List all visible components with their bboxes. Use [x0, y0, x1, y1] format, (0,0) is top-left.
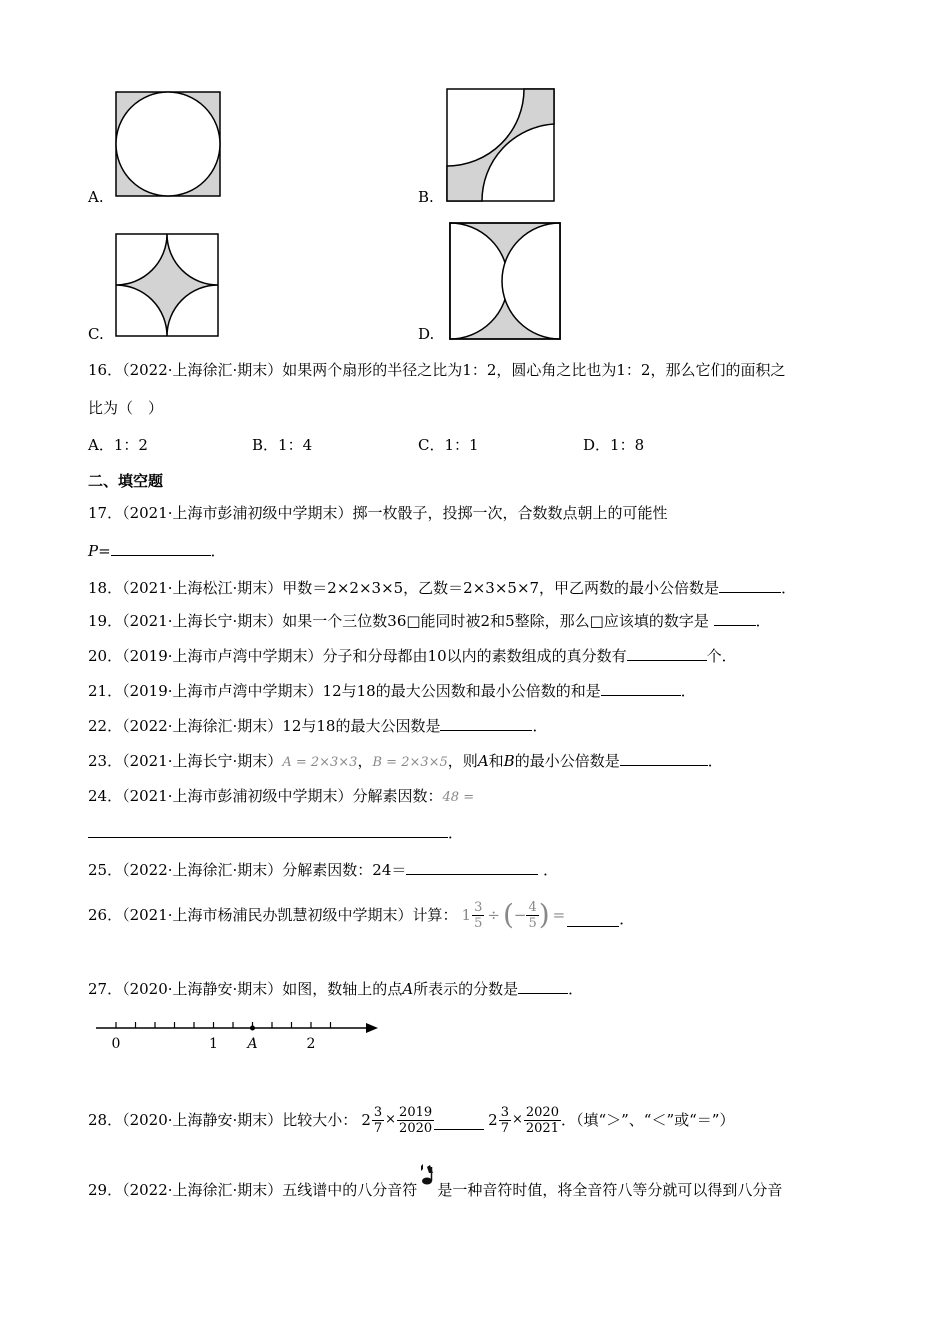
q28-left-frac: $\frac{2019}{2020}$	[399, 1104, 433, 1136]
q19-blank[interactable]	[714, 611, 756, 626]
axis-label-0: 0	[111, 1036, 121, 1052]
q22-blank[interactable]	[440, 716, 532, 731]
q21: 21．（2019·上海市卢湾中学期末）12与18的最大公因数和最小公倍数的和是 ．	[88, 682, 696, 700]
q20: 20．（2019·上海市卢湾中学期末）分子和分母都由10以内的素数组成的真分数有 个．	[88, 647, 737, 665]
q27-blank[interactable]	[518, 979, 568, 994]
q27: 27．（2020·上海静安·期末）如图，数轴上的点A所表示的分数是 ．	[88, 980, 584, 998]
q19: 19．（2021·上海长宁·期末）如果一个三位数36□能同时被2和5整除，那么□应该填的数字是 ．	[88, 612, 771, 630]
q29: 29．（2022·上海徐汇·期末）五线谱中的八分音符 是一种音符时值，将全音符八等分就可以得到八分音	[88, 1171, 782, 1200]
q22: 22．（2022·上海徐汇·期末）12与18的最大公因数是 ．	[88, 717, 548, 735]
figure-a	[115, 91, 221, 201]
q16-line2: 比为（ ）	[88, 399, 164, 417]
q24-line2: ．	[88, 823, 463, 843]
axis-label-a: A	[247, 1036, 258, 1052]
q24-line1: 24．（2021·上海市彭浦初级中学期末）分解素因数：48 =	[88, 787, 475, 805]
q28-left-mixed: 2 $\frac{3}{7}$	[361, 1104, 383, 1136]
q26: 26．（2021·上海市杨浦民办凯慧初级中学期末）计算： 1 $\frac{3}{5}$ ÷ ( − $\frac{4}{5}$ ) = ．	[88, 898, 635, 931]
axis-label-2: 2	[306, 1036, 316, 1052]
q21-blank[interactable]	[601, 681, 681, 696]
q16-choice-b: B．1：4	[252, 436, 313, 454]
q23: 23．（2021·上海长宁·期末）A = 2×3×3，B = 2×3×5，则A和B的最小公倍数是 ．	[88, 752, 723, 770]
q28-right-mixed: 2 $\frac{3}{7}$	[488, 1104, 509, 1136]
q16-choice-d: D．1：8	[583, 436, 645, 454]
q17-blank[interactable]	[111, 541, 211, 556]
figure-b	[446, 88, 556, 206]
q26-blank[interactable]	[567, 912, 619, 927]
figure-c	[115, 233, 219, 341]
q24-blank[interactable]	[88, 823, 448, 838]
q23-blank[interactable]	[620, 751, 708, 766]
axis-label-1: 1	[209, 1036, 218, 1052]
number-line	[94, 1018, 384, 1064]
q26-paren-expr: ( − $\frac{4}{5}$ )	[502, 898, 550, 931]
q24-expr: 48 =	[442, 790, 475, 805]
q26-mixed-number: 1 $\frac{3}{5}$	[461, 899, 483, 931]
q28-blank[interactable]	[434, 1115, 484, 1130]
figure-d	[449, 222, 561, 344]
q25: 25．（2022·上海徐汇·期末）分解素因数：24＝ ．	[88, 861, 559, 879]
q23-expr-b: B = 2×3×5	[372, 755, 448, 770]
q20-blank[interactable]	[627, 646, 707, 661]
option-a-label: A.	[88, 188, 104, 206]
option-d-label: D.	[418, 325, 435, 343]
point-a-dot	[250, 1026, 255, 1031]
q25-blank[interactable]	[406, 860, 538, 875]
eighth-note-icon	[417, 1163, 437, 1192]
q16-line1: 16．（2022·上海徐汇·期末）如果两个扇形的半径之比为1：2，圆心角之比也为1：2，那么它们的面积之	[88, 361, 786, 379]
section-title: 二、填空题	[88, 472, 164, 490]
q17-line1: 17．（2021·上海市彭浦初级中学期末）掷一枚骰子，投掷一次，合数数点朝上的可能性	[88, 504, 668, 522]
q17-line2: P= ．	[88, 542, 226, 560]
q23-expr-a: A = 2×3×3	[282, 755, 358, 770]
option-b-label: B.	[418, 188, 434, 206]
q16-choice-a: A．1：2	[88, 436, 148, 454]
q28: 28．（2020·上海静安·期末）比较大小： 2 $\frac{3}{7}$ × $\frac{2019}{2020}$ 2 $\frac{3}{7}$ × $\frac{2020}{2021}$ ．（填“＞”、“＜”或“＝”）	[88, 1104, 735, 1136]
q18-blank[interactable]	[719, 578, 781, 593]
q16-choice-c: C．1：1	[418, 436, 479, 454]
q17-p-label: P=	[88, 542, 111, 560]
q28-right-frac: $\frac{2020}{2021}$	[525, 1104, 559, 1136]
option-c-label: C.	[88, 325, 104, 343]
q18: 18．（2021·上海松江·期末）甲数＝2×2×3×5，乙数＝2×3×5×7，甲乙两数的最小公倍数是 ．	[88, 579, 797, 597]
